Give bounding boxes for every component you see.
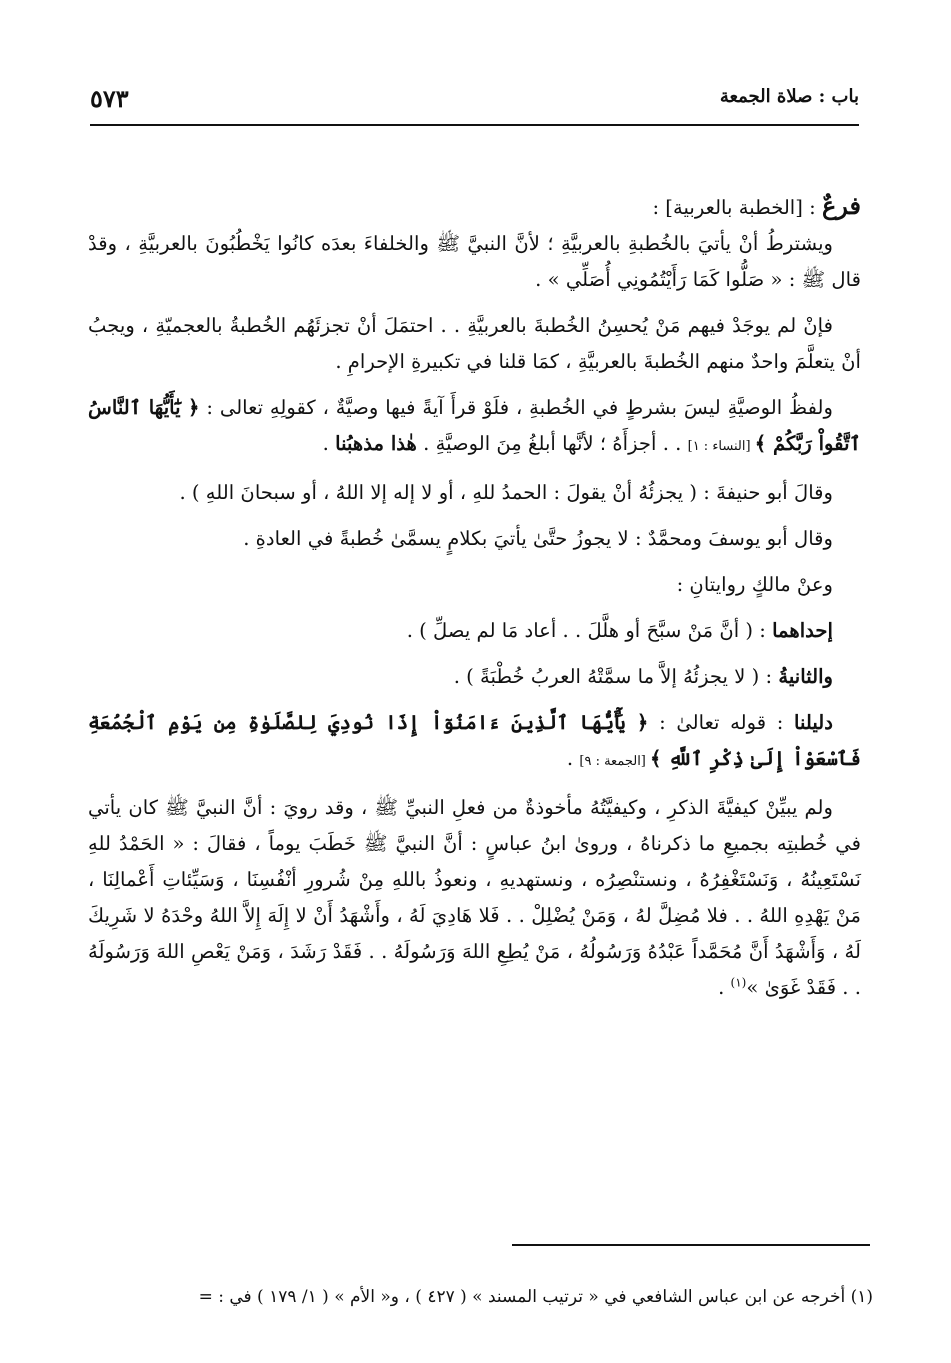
evidence-label: دليلنا bbox=[794, 711, 833, 734]
paragraph-3-text-a: ولفظُ الوصيَّةِ ليسَ بشرطٍ في الخُطبةِ ، فلَوْ قرأَ آيةً فيها وصيَّةٌ ، كقولِهِ تعالى : bbox=[199, 396, 833, 419]
quran-verse-nisa: ﴿ يَٰٓأَيُّهَا ٱلنَّاسُ ٱتَّقُواْ رَبَّكُمْ ﴾ bbox=[88, 396, 861, 455]
paragraph-10-end: . bbox=[718, 976, 731, 999]
main-text bbox=[88, 188, 861, 1006]
section-title: : [الخطبة بالعربية] : bbox=[652, 196, 822, 219]
paragraph-3 bbox=[88, 390, 861, 465]
second-narration-label: والثانيةُ bbox=[778, 665, 833, 688]
footnote: (١) أخرجه عن ابن عباس الشافعي في « ترتيب المسند » ( ٤٢٧ ) ، و« الأم » ( ١/ ١٧٩ ) في : = bbox=[198, 1287, 873, 1307]
verse-reference-nisa: [النساء : ١] bbox=[687, 439, 755, 454]
section-label: فرعٌ bbox=[821, 191, 861, 220]
paragraph-7 bbox=[88, 613, 861, 649]
paragraph-8 bbox=[88, 659, 861, 695]
second-narration-text: : ( لا يجزئُهُ إلاَّ ما سمَّتْهُ العربُ خُطْبَةً ) . bbox=[453, 665, 779, 688]
quran-verse-jumuah: ﴿ يَٰٓأَيُّهَا ٱلَّذِينَ ءَامَنُوٓاْ إِذَا نُودِيَ لِلصَّلَوٰةِ مِن يَوْمِ ٱلْجُمُعَةِ فَٱسْعَوْاْ إِلَىٰ ذِكْرِ ٱللَّهِ ﴾ bbox=[88, 711, 861, 770]
paragraph-9-end: . bbox=[566, 747, 580, 770]
verse-reference-jumuah: [الجمعة : ٩] bbox=[579, 754, 651, 769]
section-heading bbox=[88, 188, 861, 226]
paragraph-10 bbox=[88, 790, 861, 1006]
page-number: ٥٧٣ bbox=[90, 84, 129, 113]
paragraph-10-text: ولم يبيِّنْ كيفيَّةَ الذكرِ ، وكيفيَّتُهُ مأخوذةٌ من فعلِ النبيِّ ﷺ ، وقد رويَ : أنَّ النبيَّ ﷺ كان يأتي في خُطبتِه بجميعِ ما ذكرناهُ ، وروىٰ ابنُ عباسٍ : أنَّ النبيَّ ﷺ خَطَبَ يوماً ، فقالَ : « الحَمْدُ للهِ نَسْتَعِينُهُ ، وَنَسْتَغْفِرُهُ ، ونستنْصِرُه ، ونستهديهِ ، ونعوذُ باللهِ مِنْ شُرورِ أنْفُسِنَا ، وَسَيِّئاتِ أَعْمالِنَا ، مَنْ يَهْدِهِ اللهُ . . فلا مُضِلَّ لهُ ، وَمَنْ يُضْلِلْ . . فَلا هَادِيَ لَهُ ، وأَشْهَدُ أَنْ لا إِلَهَ إِلاَّ اللهُ وحْدَهُ لا شَرِيكَ لَهُ ، وَأَشْهَدُ أَنَّ مُحَمَّداً عَبْدُهُ وَرَسُولُهُ ، مَنْ يُطِعِ اللهَ وَرَسُولَهُ . . فَقَدْ رَشَدَ ، وَمَنْ يَعْصِ اللهَ وَرَسُولَهُ . . فَقَدْ غَوَىٰ » bbox=[88, 796, 861, 999]
footnote-marker: (١) bbox=[730, 975, 747, 990]
paragraph-4: وقالَ أبو حنيفةَ : ( يجزئُهُ أنْ يقولَ : الحمدُ للهِ ، أو لا إله إلا اللهُ ، أو سبحانَ اللهِ ) . bbox=[179, 481, 833, 504]
chapter-title: باب : صلاة الجمعة bbox=[719, 86, 859, 107]
paragraph-3-text-b: . . أجزأَهُ ؛ لأنَّها أبلغُ مِنَ الوصيَّةِ . bbox=[416, 432, 688, 455]
madhab-statement: هٰذا مذهبُنا bbox=[335, 432, 417, 455]
paragraph-3-end: . bbox=[322, 432, 336, 455]
paragraph-2: فإنْ لم يوجَدْ فيهم مَنْ يُحسِنُ الخُطبةَ بالعربيَّةِ . . احتمَلَ أنْ تجزئَهُم الخُطبةُ بالعجميّةِ ، ويجبُ أنْ يتعلَّمَ واحدٌ منهم الخُطبةَ بالعربيَّةِ ، كمَا قلنا في تكبيرةِ الإحرامِ . bbox=[88, 314, 861, 373]
paragraph-5: وقال أبو يوسفَ ومحمَّدٌ : لا يجوزُ حتَّىٰ يأتيَ بكلامٍ يسمَّىٰ خُطبةً في العادةِ . bbox=[243, 527, 833, 550]
first-narration-text: : ( أنَّ مَنْ سبَّحَ أو هلَّلَ . . أعاد مَا لم يصلِّ ) . bbox=[406, 619, 773, 642]
first-narration-label: إحداهما bbox=[772, 619, 833, 642]
header-divider bbox=[90, 124, 859, 126]
paragraph-9 bbox=[88, 705, 861, 780]
evidence-intro: : قوله تعالىٰ : bbox=[648, 711, 795, 734]
paragraph-1: ويشترطُ أنْ يأتيَ بالخُطبةِ بالعربيَّةِ ؛ لأنَّ النبيَّ ﷺ والخلفاءَ بعدَه كانُوا يَخْطُبُونَ بالعربيَّةِ ، وقدْ قال ﷺ : « صَلُّوا كَمَا رَأَيْتُمُونِي أُصَلِّي » . bbox=[88, 232, 861, 291]
footnote-divider bbox=[512, 1244, 870, 1246]
page-header bbox=[90, 86, 859, 116]
paragraph-6: وعنْ مالكٍ روايتانِ : bbox=[676, 573, 833, 596]
